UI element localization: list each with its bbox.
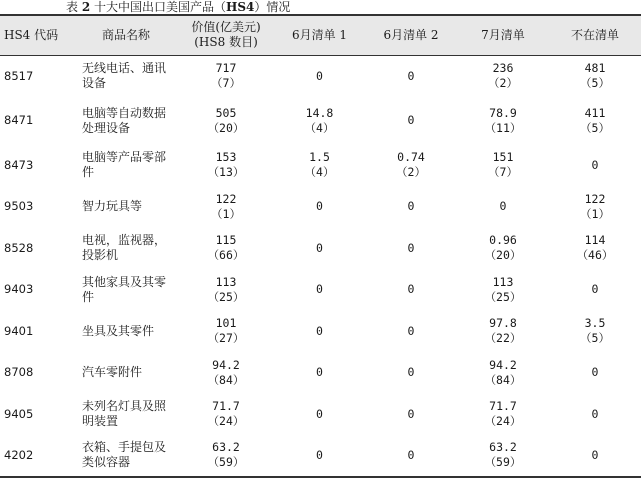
- cell-value-value: 717: [215, 61, 237, 75]
- cell-june1-value: 14.8: [305, 105, 334, 120]
- cell-june2-value: 0.74: [397, 150, 425, 165]
- cell-value: [178, 435, 274, 477]
- cell-product-name: 未列名灯具及照明装置: [82, 399, 167, 429]
- cell-value-count: （20）: [207, 120, 245, 135]
- cell-july-count: （24）: [484, 414, 522, 429]
- cell-july-value: 78.9: [489, 105, 517, 120]
- caption-prefix: 表: [66, 0, 79, 14]
- cell-june2-value: 0: [407, 447, 415, 462]
- cell-july-value: 0.96: [489, 233, 517, 248]
- cell-value-value: 505: [215, 105, 237, 120]
- cell-not-in-value: 0: [591, 447, 599, 462]
- cell-value-count: （59）: [207, 455, 245, 470]
- cell-hs4-code: 8471: [4, 113, 34, 127]
- cell-value: [178, 55, 274, 97]
- cell-july: [457, 186, 549, 228]
- cell-june1: [274, 311, 365, 353]
- cell-value: [178, 311, 274, 353]
- cell-july-value: 71.7: [489, 399, 517, 414]
- cell-value: [178, 186, 274, 228]
- cell-june1: [274, 435, 365, 477]
- cell-july: [457, 269, 549, 311]
- cell-july-value: 63.2: [489, 440, 517, 455]
- header-hs4: HS4 代码: [0, 15, 74, 55]
- table-row: [0, 435, 641, 477]
- cell-product-name: 坐具及其零件: [82, 323, 155, 338]
- cell-june1-value: 0: [316, 323, 323, 338]
- cell-july: [457, 435, 549, 477]
- cell-july: [457, 228, 549, 270]
- header-july: 7月清单: [457, 15, 549, 55]
- cell-not-in-value: 481: [584, 61, 606, 75]
- header-not-in: 不在清单: [549, 15, 641, 55]
- cell-june2-value: 0: [407, 282, 415, 297]
- cell-not-in: [549, 186, 641, 228]
- cell-june2: [365, 269, 457, 311]
- table-row: [0, 186, 641, 228]
- cell-july-count: （20）: [484, 248, 522, 263]
- cell-june2-value: 0: [407, 365, 415, 380]
- cell-june2-count: （2）: [396, 165, 426, 180]
- cell-july-count: （2）: [488, 76, 518, 90]
- cell-product-name: 其他家具及其零件: [82, 274, 167, 304]
- header-name: 商品名称: [74, 15, 178, 55]
- cell-july-value: 113: [492, 274, 514, 289]
- cell-not-in-count: （5）: [580, 120, 610, 135]
- cell-june2-value: 0: [407, 406, 415, 421]
- cell-june1-count: （4）: [304, 165, 335, 180]
- table-row: [0, 394, 641, 436]
- cell-value-value: 63.2: [212, 440, 240, 455]
- table-row: [0, 55, 641, 97]
- cell-june2: [365, 435, 457, 477]
- cell-not-in: [549, 269, 641, 311]
- cell-value-value: 94.2: [212, 357, 240, 372]
- cell-hs4-code: 8517: [4, 68, 34, 83]
- cell-july-count: （11）: [484, 120, 522, 135]
- cell-july: [457, 394, 549, 436]
- cell-product-name: 衣箱、手提包及类似容器: [74, 435, 178, 477]
- cell-hs4-code: 8708: [4, 365, 34, 380]
- cell-value-count: （27）: [207, 331, 245, 346]
- header-value-line1: 价值(亿美元): [191, 20, 261, 35]
- cell-not-in-count: （5）: [580, 76, 610, 90]
- cell-june2: [365, 186, 457, 228]
- cell-product-name: 电脑等产品零部件: [82, 150, 167, 180]
- cell-product-name: 电视，监视器，投影机: [82, 233, 167, 263]
- cell-value: [178, 394, 274, 436]
- cell-value-value: 101: [215, 316, 237, 331]
- cell-june1-value: 0: [316, 199, 323, 214]
- header-june2: 6月清单 2: [365, 15, 457, 55]
- cell-product-name: 汽车零附件: [82, 365, 143, 380]
- cell-july-value: 94.2: [489, 357, 517, 372]
- cell-june2: [365, 352, 457, 394]
- export-table: [0, 14, 641, 478]
- cell-value-count: （7）: [211, 76, 241, 90]
- cell-value-value: 113: [215, 274, 237, 289]
- cell-not-in: [549, 311, 641, 353]
- cell-june2: [365, 394, 457, 436]
- cell-july-count: （59）: [484, 455, 522, 470]
- cell-june2-value: 0: [407, 323, 415, 338]
- table-row: [0, 352, 641, 394]
- cell-june1: [274, 55, 365, 97]
- cell-july-count: （22）: [484, 331, 522, 346]
- cell-value-count: （25）: [207, 289, 245, 304]
- cell-june2-value: 0: [407, 240, 415, 255]
- cell-july: [457, 311, 549, 353]
- cell-june1-count: （4）: [304, 120, 335, 135]
- cell-value-value: 122: [215, 191, 237, 206]
- cell-june1: [274, 352, 365, 394]
- cell-july-count: （7）: [488, 165, 518, 180]
- cell-not-in: [549, 145, 641, 187]
- table-row: [0, 269, 641, 311]
- cell-hs4-code: 9403: [4, 282, 34, 297]
- table-row: [0, 145, 641, 187]
- cell-not-in-count: （1）: [580, 206, 610, 221]
- header-june1: 6月清单 1: [274, 15, 365, 55]
- cell-value-count: （24）: [207, 414, 245, 429]
- cell-june2: [365, 311, 457, 353]
- cell-june2: [365, 145, 457, 187]
- cell-value: [178, 269, 274, 311]
- cell-hs4-code: 9405: [4, 406, 34, 421]
- cell-july: [457, 352, 549, 394]
- cell-not-in-count: （46）: [576, 248, 614, 263]
- cell-value-value: 71.7: [212, 399, 240, 414]
- cell-value: [178, 97, 274, 145]
- cell-hs4-code: 9503: [4, 199, 34, 214]
- caption-number: 2: [81, 0, 91, 14]
- cell-hs4-code: 8528: [4, 240, 34, 255]
- cell-value-value: 153: [215, 150, 237, 165]
- cell-not-in-value: 0: [591, 365, 599, 380]
- cell-july: [457, 55, 549, 97]
- cell-june1-value: 0: [316, 406, 323, 421]
- table-row: [0, 97, 641, 145]
- cell-july-value: 151: [492, 150, 514, 165]
- cell-product-name: 电脑等自动数据处理设备: [82, 105, 167, 135]
- cell-july-value: 97.8: [489, 316, 517, 331]
- cell-june2-value: 0: [407, 68, 415, 83]
- cell-not-in-value: 114: [584, 233, 606, 248]
- cell-hs4-code: 4202: [0, 435, 74, 477]
- cell-july-value: 0: [499, 199, 507, 214]
- cell-june1-value: 0: [316, 240, 323, 255]
- header-value: [178, 15, 274, 55]
- table-row: [0, 228, 641, 270]
- cell-june2: [365, 228, 457, 270]
- cell-not-in-count: （5）: [580, 331, 610, 346]
- cell-value-count: （1）: [211, 206, 241, 221]
- cell-product-name: 无线电话、通讯设备: [82, 61, 167, 90]
- cell-june1-value: 0: [316, 365, 323, 380]
- cell-not-in-value: 122: [584, 191, 606, 206]
- cell-june2-value: 0: [407, 113, 415, 127]
- cell-not-in-value: 0: [591, 157, 599, 172]
- cell-value: [178, 145, 274, 187]
- caption-text-a: 十大中国出口美国产品（: [94, 0, 227, 14]
- cell-june1: [274, 186, 365, 228]
- cell-june2: [365, 97, 457, 145]
- cell-july-count: （25）: [484, 289, 522, 304]
- caption-bold: HS4: [226, 0, 255, 14]
- cell-july: [457, 145, 549, 187]
- cell-june1: [274, 145, 365, 187]
- cell-june1: [274, 97, 365, 145]
- cell-not-in: [549, 352, 641, 394]
- cell-value-count: （66）: [207, 248, 245, 263]
- cell-not-in-value: 3.5: [584, 316, 606, 331]
- cell-value-count: （13）: [207, 165, 245, 180]
- cell-june1: [274, 269, 365, 311]
- cell-june1-value: 1.5: [309, 150, 330, 165]
- cell-not-in: [549, 435, 641, 477]
- table-caption: [66, 0, 290, 14]
- cell-value: [178, 352, 274, 394]
- cell-july: [457, 97, 549, 145]
- cell-value-value: 115: [215, 233, 237, 248]
- cell-june2-value: 0: [407, 199, 415, 214]
- caption-text-b: ）情况: [254, 0, 291, 14]
- cell-not-in: [549, 394, 641, 436]
- cell-june1-value: 0: [316, 282, 323, 297]
- cell-hs4-code: 8473: [4, 157, 34, 172]
- cell-july-value: 236: [492, 61, 514, 75]
- table-row: [0, 311, 641, 353]
- cell-value: [178, 228, 274, 270]
- cell-not-in-value: 411: [584, 105, 606, 120]
- cell-not-in-value: 0: [591, 406, 599, 421]
- cell-not-in: [549, 97, 641, 145]
- cell-june1-value: 0: [316, 68, 323, 83]
- cell-june1: [274, 394, 365, 436]
- cell-june1: [274, 228, 365, 270]
- header-value-line2: (HS8 数目): [194, 35, 258, 50]
- cell-not-in: [549, 55, 641, 97]
- cell-june2: [365, 55, 457, 97]
- header-row: [0, 15, 641, 55]
- cell-value-count: （84）: [207, 372, 245, 387]
- cell-july-count: （84）: [484, 372, 522, 387]
- cell-not-in-value: 0: [591, 282, 599, 297]
- cell-hs4-code: 9401: [4, 323, 34, 338]
- cell-not-in: [549, 228, 641, 270]
- cell-product-name: 智力玩具等: [82, 199, 143, 214]
- cell-june1-value: 0: [316, 447, 323, 462]
